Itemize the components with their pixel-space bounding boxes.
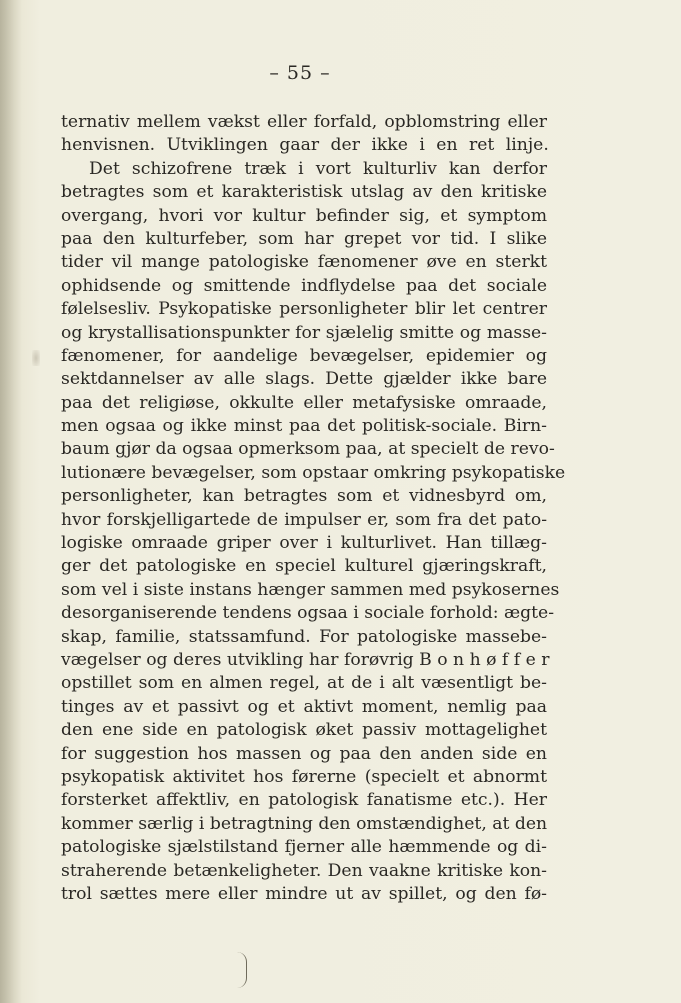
text-line: desorganiserende tendens ogsaa i sociale forhold: ægte- xyxy=(61,603,555,624)
text-line: ger det patologiske en speciel kulturel gjæringskraft, xyxy=(61,556,547,577)
text-line: forsterket affektliv, en patologisk fanatisme etc.). Her xyxy=(61,790,547,811)
text-line: den ene side en patologisk øket passiv mottagelighet xyxy=(61,720,547,741)
text-line: straherende betænkeligheter. Den vaakne kritiske kon- xyxy=(61,860,547,881)
text-line: men ogsaa og ikke minst paa det politisk-sociale. Birn- xyxy=(61,416,547,437)
text-line: lutionære bevægelser, som opstaar omkring psykopatiske xyxy=(61,462,566,483)
text-line: personligheter, kan betragtes som et vidnesbyrd om, xyxy=(61,486,547,507)
text-line: paa det religiøse, okkulte eller metafysiske omraade, xyxy=(61,392,547,413)
text-line: skap, familie, statssamfund. For patologiske massebe- xyxy=(61,626,547,647)
text-line: tinges av et passivt og et aktivt moment, nemlig paa xyxy=(61,696,547,717)
text-line: logiske omraade griper over i kulturlivet. Han tillæg- xyxy=(61,533,547,554)
text-line: psykopatisk aktivitet hos førerne (specielt et abnormt xyxy=(61,766,547,787)
text-line: paa den kulturfeber, som har grepet vor tid. I slike xyxy=(61,228,547,249)
text-line: kommer særlig i betragtning den omstændighet, at den xyxy=(61,813,548,834)
text-line: for suggestion hos massen og paa den anden side en xyxy=(61,743,547,764)
page-gutter-shadow xyxy=(0,0,22,1003)
text-line: patologiske sjælstilstand fjerner alle hæmmende og di- xyxy=(61,837,547,858)
text-line: fænomener, for aandelige bevægelser, epidemier og xyxy=(61,345,547,366)
text-line: Det schizofrene træk i vort kulturliv kan derfor xyxy=(89,158,547,179)
text-line: ophidsende og smittende indflydelse paa det sociale xyxy=(61,275,547,296)
footer-bracket-mark xyxy=(236,952,247,988)
text-line: og krystallisationspunkter for sjælelig smitte og masse- xyxy=(61,322,547,343)
body-text xyxy=(61,111,566,906)
text-line: henvisnen. Utviklingen gaar der ikke i en ret linje. xyxy=(61,135,549,156)
text-line: vægelser og deres utvikling har forøvrig B o n h ø f f e r xyxy=(61,649,550,670)
text-line: trol sættes mere eller mindre ut av spillet, og den fø- xyxy=(61,883,547,904)
text-line: sektdannelser av alle slags. Dette gjælder ikke bare xyxy=(61,369,547,390)
text-line: hvor forskjelligartede de impulser er, som fra det pato- xyxy=(61,509,547,530)
text-line: tider vil mange patologiske fænomener øve en sterkt xyxy=(61,252,547,273)
text-line: baum gjør da ogsaa opmerksom paa, at specielt de revo- xyxy=(61,439,555,460)
text-line: følelsesliv. Psykopatiske personligheter blir let centrer xyxy=(61,299,547,320)
page-number: – 55 – xyxy=(269,62,331,84)
text-line: overgang, hvori vor kultur befinder sig, et symptom xyxy=(61,205,547,226)
text-line: betragtes som et karakteristisk utslag av den kritiske xyxy=(61,182,547,203)
paper-smudge xyxy=(32,350,40,366)
text-line: ternativ mellem vækst eller forfald, opblomstring eller xyxy=(61,112,547,132)
text-line: opstillet som en almen regel, at de i alt væsentligt be- xyxy=(61,673,547,694)
text-line: som vel i siste instans hænger sammen med psykosernes xyxy=(61,579,560,600)
